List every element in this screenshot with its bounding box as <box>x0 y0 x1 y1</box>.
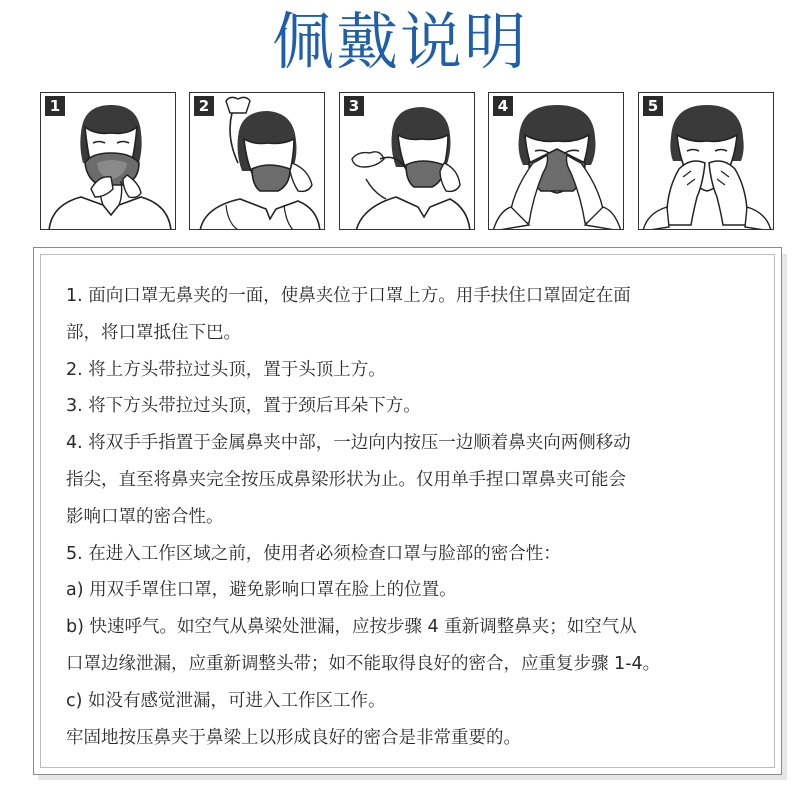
instruction-line: 1. 面向口罩无鼻夹的一面，使鼻夹位于口罩上方。用手扶住口罩固定在面 <box>66 286 631 306</box>
instruction-line: 牢固地按压鼻夹于鼻梁上以形成良好的密合是非常重要的。 <box>66 727 521 748</box>
step-panel-2 <box>189 92 325 230</box>
instruction-line: 口罩边缘泄漏，应重新调整头带；如不能取得良好的密合，应重复步骤 1-4。 <box>66 653 661 674</box>
instruction-line: c) 如没有感觉泄漏，可进入工作区工作。 <box>66 690 386 711</box>
instruction-line: a) 用双手罩住口罩，避免影响口罩在脸上的位置。 <box>66 580 457 601</box>
step-number: 1 <box>45 96 65 116</box>
step-number: 4 <box>493 96 513 116</box>
instructions-text <box>66 278 766 756</box>
instruction-line: 部，将口罩抵住下巴。 <box>66 322 241 343</box>
instruction-line: 指尖，直至将鼻夹完全按压成鼻梁形状为止。仅用单手捏口罩鼻夹可能会 <box>66 469 626 490</box>
instruction-line: 4. 将双手手指置于金属鼻夹中部，一边向内按压一边顺着鼻夹向两侧移动 <box>66 433 631 454</box>
step-number: 2 <box>194 96 214 116</box>
instruction-line: 2. 将上方头带拉过头顶，置于头顶上方。 <box>66 359 386 380</box>
step-panel-5 <box>638 92 774 230</box>
instruction-line: 5. 在进入工作区域之前，使用者必须检查口罩与脸部的密合性： <box>66 543 561 564</box>
step-panel-1 <box>40 92 176 230</box>
step-panel-4 <box>488 92 624 230</box>
instruction-line: b) 快速呼气。如空气从鼻梁处泄漏，应按步骤 4 重新调整鼻夹；如空气从 <box>66 617 637 638</box>
step-illustrations <box>40 92 775 234</box>
page-title: 佩戴说明 <box>271 5 528 78</box>
step-number: 3 <box>344 96 364 116</box>
instruction-line: 3. 将下方头带拉过头顶，置于颈后耳朵下方。 <box>66 396 421 417</box>
step-panel-3 <box>339 92 475 230</box>
instruction-line: 影响口罩的密合性。 <box>66 506 224 527</box>
step-number: 5 <box>643 96 663 116</box>
